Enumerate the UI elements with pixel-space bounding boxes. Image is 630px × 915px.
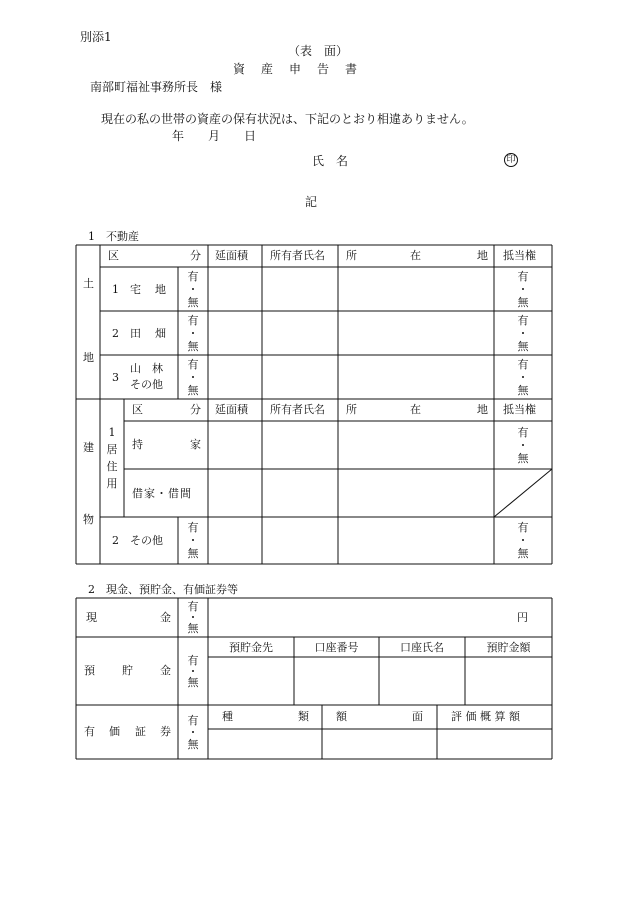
securities-dot: ・ — [187, 726, 199, 739]
land-row3-no: 無 — [187, 384, 199, 397]
securities-yes: 有 — [187, 714, 199, 727]
savings-no: 無 — [187, 676, 199, 689]
land-row1-name-b: 地 — [155, 283, 166, 296]
seal-mark: 印 — [504, 153, 518, 167]
name-label: 氏 名 — [312, 154, 349, 168]
land-row3-mortgage-dot: ・ — [517, 371, 529, 384]
bldg-col-floor-area: 延面積 — [215, 403, 248, 416]
land-row2-yes: 有 — [187, 314, 199, 327]
bldg-other-dot: ・ — [187, 534, 199, 547]
bldg-other-no: 無 — [187, 547, 199, 560]
rented-house: 借家・借間 — [132, 487, 192, 500]
securities-header-amount-a: 額 — [336, 710, 347, 723]
residence-label-1: 居 — [106, 443, 118, 456]
securities-header-kind-b: 類 — [298, 710, 309, 723]
land-row2-no: 無 — [187, 340, 199, 353]
land-row3-name-b: その他 — [130, 378, 163, 391]
bldg-col-owner-name: 所有者氏名 — [270, 403, 325, 416]
land-row2-name-a: 田 — [130, 327, 141, 340]
land-row1-num: 1 — [112, 283, 119, 296]
cash-yen: 円 — [517, 611, 528, 624]
land-row2-name-b: 畑 — [155, 327, 166, 340]
owned-mortgage-yes: 有 — [517, 426, 529, 439]
col-location-3: 地 — [477, 249, 488, 262]
statement-text: 現在の私の世帯の資産の保有状況は、下記のとおり相違ありません。 — [101, 112, 474, 126]
cash-dot: ・ — [187, 611, 199, 624]
land-label-bottom: 地 — [83, 351, 94, 364]
land-row3-num: 3 — [112, 371, 119, 384]
addressee: 南部町福祉事務所長 様 — [90, 80, 223, 94]
land-row3-name-a: 山 林 — [130, 362, 163, 375]
cash-label-a: 現 — [86, 611, 97, 624]
col-kubun-right: 分 — [190, 249, 201, 262]
land-row1-no: 無 — [187, 296, 199, 309]
residence-num: 1 — [108, 426, 116, 439]
cash-label-b: 金 — [160, 611, 171, 624]
bldg-col-kubun-right: 分 — [190, 403, 201, 416]
securities-no: 無 — [187, 738, 199, 751]
col-floor-area: 延面積 — [215, 249, 248, 262]
securities-header-valuation: 評 価 概 算 額 — [451, 710, 520, 723]
bldg-col-location-1: 所 — [346, 403, 357, 416]
col-location-1: 所 — [346, 249, 357, 262]
land-row3-yes: 有 — [187, 358, 199, 371]
date-line: 年 月 日 — [172, 129, 257, 143]
bldg-col-location-3: 地 — [477, 403, 488, 416]
col-kubun-left: 区 — [108, 249, 119, 262]
land-row1-dot: ・ — [187, 283, 199, 296]
bldg-other-mortgage-no: 無 — [517, 547, 529, 560]
savings-header-account-name: 口座氏名 — [400, 641, 444, 654]
savings-header-amount: 預貯金額 — [486, 641, 531, 654]
savings-label-3: 金 — [160, 664, 171, 677]
savings-dot: ・ — [187, 665, 199, 678]
bldg-other-mortgage-yes: 有 — [517, 521, 529, 534]
bldg-other-mortgage-dot: ・ — [517, 534, 529, 547]
securities-label-4: 券 — [160, 725, 171, 738]
securities-label-2: 価 — [109, 725, 120, 738]
owned-house-b: 家 — [190, 438, 201, 451]
owned-house-a: 持 — [132, 438, 143, 451]
bldg-col-mortgage: 抵当権 — [503, 403, 536, 416]
cash-no: 無 — [187, 622, 199, 635]
savings-label-2: 貯 — [122, 664, 133, 677]
building-label-top: 建 — [83, 441, 94, 454]
land-label-top: 土 — [83, 277, 94, 290]
col-mortgage: 抵当権 — [503, 249, 536, 262]
land-row1-mortgage-no: 無 — [517, 296, 529, 309]
ki-label: 記 — [305, 195, 318, 209]
col-location-2: 在 — [410, 249, 421, 262]
residence-label-2: 住 — [106, 460, 118, 473]
securities-header-kind-a: 種 — [222, 710, 233, 723]
cash-has: 有 — [187, 600, 199, 613]
land-row3-dot: ・ — [187, 371, 199, 384]
land-row1-yes: 有 — [187, 270, 199, 283]
land-row3-mortgage-yes: 有 — [517, 358, 529, 371]
savings-yes: 有 — [187, 654, 199, 667]
bldg-col-location-2: 在 — [410, 403, 421, 416]
savings-label-1: 預 — [84, 664, 95, 677]
land-row2-mortgage-yes: 有 — [517, 314, 529, 327]
savings-header-account-no: 口座番号 — [314, 641, 359, 654]
savings-header-bank: 預貯金先 — [229, 641, 273, 654]
land-row3-mortgage-no: 無 — [517, 384, 529, 397]
bldg-other-yes: 有 — [187, 521, 199, 534]
land-row2-dot: ・ — [187, 327, 199, 340]
document-title: 資 産 申 告 書 — [233, 62, 360, 76]
side-label: （表 面） — [288, 44, 349, 58]
securities-label-1: 有 — [84, 725, 95, 738]
land-row2-num: 2 — [112, 327, 119, 340]
building-other: 2 その他 — [112, 534, 163, 547]
section2-title: 2 現金、預貯金、有価証券等 — [88, 583, 238, 596]
securities-header-amount-b: 面 — [412, 710, 423, 723]
owned-mortgage-no: 無 — [517, 452, 529, 465]
bldg-col-kubun-left: 区 — [132, 403, 143, 416]
owned-mortgage-dot: ・ — [517, 439, 529, 452]
section1-title: 1 不動産 — [88, 230, 139, 243]
residence-label-3: 用 — [106, 477, 118, 490]
land-row2-mortgage-no: 無 — [517, 340, 529, 353]
col-owner-name: 所有者氏名 — [270, 249, 325, 262]
attachment-label: 別添1 — [80, 30, 112, 44]
building-label-bottom: 物 — [83, 513, 94, 526]
land-row1-mortgage-dot: ・ — [517, 283, 529, 296]
land-row2-mortgage-dot: ・ — [517, 327, 529, 340]
securities-label-3: 証 — [135, 725, 146, 738]
land-row1-mortgage-yes: 有 — [517, 270, 529, 283]
land-row1-name-a: 宅 — [130, 283, 141, 296]
